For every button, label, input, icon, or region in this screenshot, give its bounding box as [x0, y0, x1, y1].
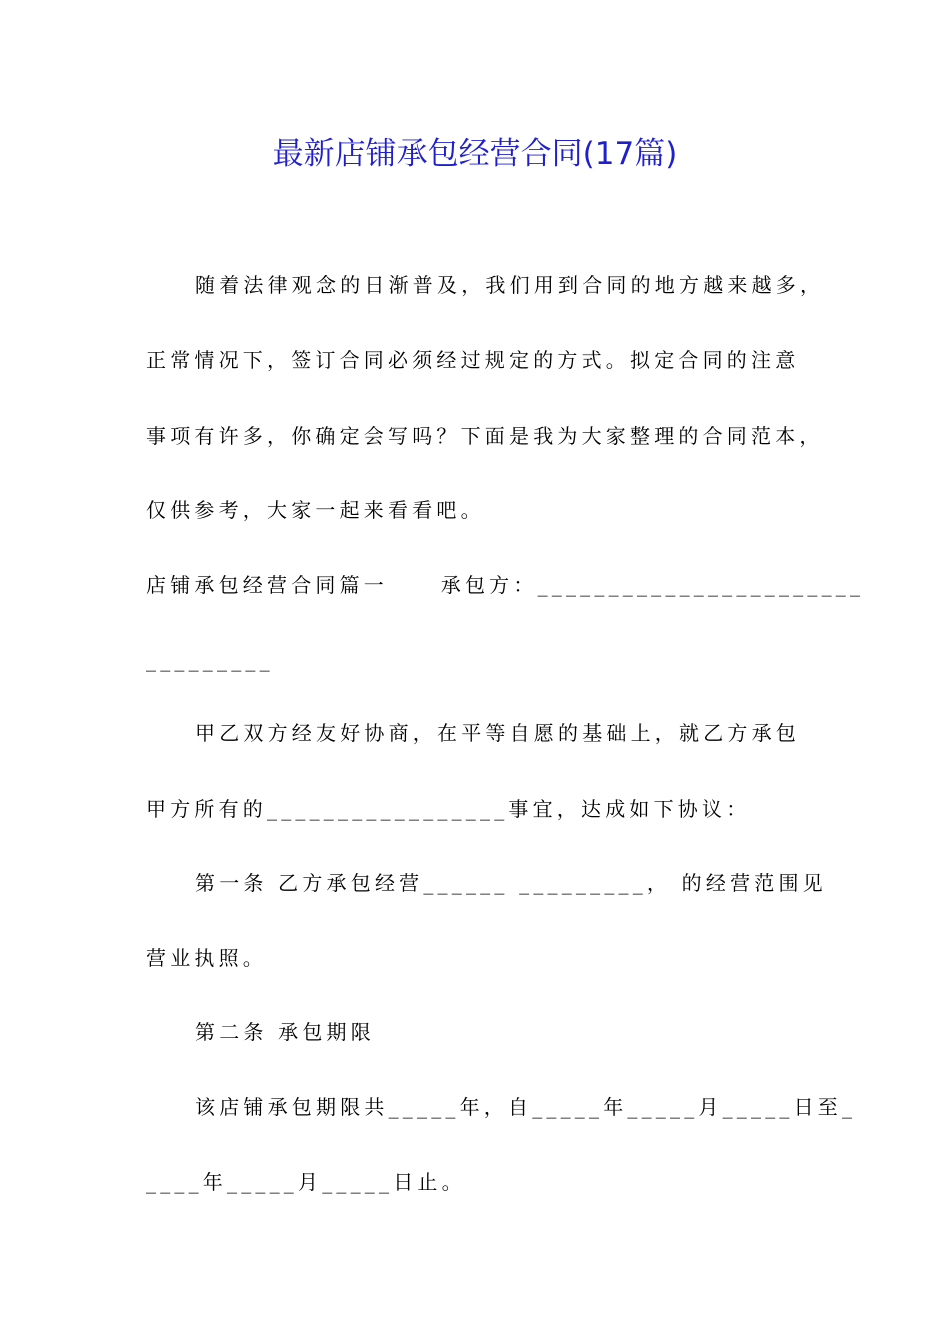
blank-line: _________	[146, 648, 274, 672]
body-line: 甲方所有的_________________事宜，达成如下协议：	[146, 797, 751, 821]
body-line: 仅供参考，大家一起来看看吧。	[146, 498, 485, 522]
article-line: 第一条 乙方承包经营______ _________， 的经营范围见	[195, 871, 827, 895]
section-heading-line: 店铺承包经营合同篇一 承包方：_______________________	[146, 573, 865, 597]
document-title: 最新店铺承包经营合同(17篇)	[272, 136, 678, 172]
body-line: 事项有许多，你确定会写吗？下面是我为大家整理的合同范本，	[146, 424, 824, 448]
body-line: 甲乙双方经友好协商，在平等自愿的基础上，就乙方承包	[195, 721, 800, 745]
body-line: 营业执照。	[146, 946, 267, 970]
body-line: 随着法律观念的日渐普及，我们用到合同的地方越来越多，	[195, 273, 825, 297]
article-heading: 第二条 承包期限	[195, 1020, 375, 1044]
body-line: ____年_____月_____日止。	[146, 1170, 466, 1194]
body-line: 该店铺承包期限共_____年，自_____年_____月_____日至_	[195, 1095, 857, 1119]
body-line: 正常情况下，签订合同必须经过规定的方式。拟定合同的注意	[146, 348, 800, 372]
